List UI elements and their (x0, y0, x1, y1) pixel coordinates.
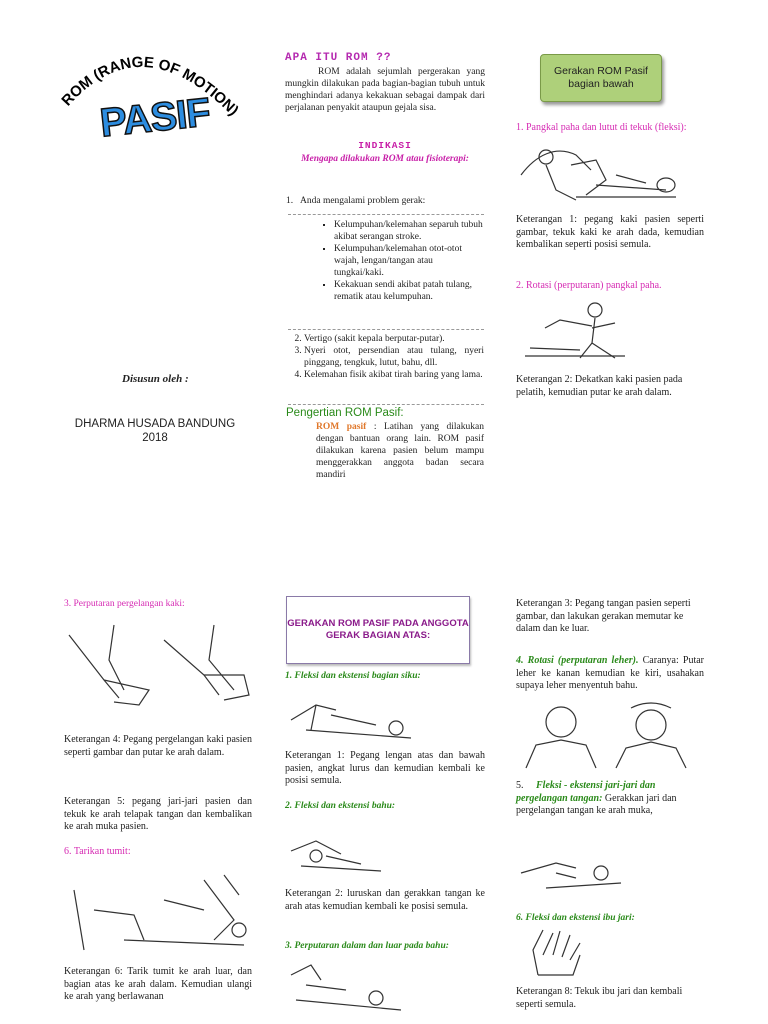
lower-body-box-title: Gerakan ROM Pasif bagian bawah (554, 65, 648, 90)
finger-flexion-num: 5. (516, 780, 524, 791)
shoulder-flexion-illustration (286, 826, 386, 881)
keterangan-8: Keterangan 8: Tekuk ibu jari dan kembali seperti semula. (516, 986, 683, 1010)
rom-pasif-term: ROM pasif (316, 422, 367, 432)
hip-rotation-illustration (520, 298, 630, 368)
elbow-desc: Keterangan 1: Pegang lengan atas dan bawah pasien, angkat lurus dan kemudian kembali ke posisi semula. (285, 750, 485, 786)
divider (288, 404, 484, 405)
shoulder-rotation-title: 3. Perputaran dalam dan luar pada bahu: (285, 941, 449, 951)
keterangan-5: Keterangan 5: pegang jari-jari pasien dan tekuk ke arah telapak tangan dan kembalikan ke arah muka pasien. (64, 796, 252, 832)
ankle-rotation-title: 3. Perputaran pergelangan kaki: (64, 599, 185, 609)
heel-pull-illustration (64, 870, 254, 960)
pengertian-text (316, 421, 484, 481)
neck-rotation-text: Caranya: Putar leher ke kanan kemudian ke kiri, usahakan supaya leher menyentuh bahu. (516, 655, 704, 691)
arc-title-text: ROM (RANGE OF MOTION) (58, 53, 242, 120)
step-2-title: 2. Rotasi (perputaran) pangkal paha. (516, 280, 662, 291)
shoulder-flexion-title: 2. Fleksi dan ekstensi bahu: (285, 801, 396, 811)
finger-flexion-block (516, 780, 704, 818)
finger-flexion-title: Fleksi - ekstensi jari-jari dan pergelangan tangan: (516, 780, 656, 804)
indikasi-item: 3. Nyeri otot, persendian atau tulang, nyeri pinggang, tengkuk, lutut, bahu, dll. (304, 345, 484, 369)
upper-body-box (286, 596, 470, 664)
keterangan-3-upper: Keterangan 3: Pegang tangan pasien seperti gambar, dan lakukan gerakan memutar ke dalam dan ke luar. (516, 598, 691, 634)
bullet-item: ▪ Kekakuan sendi akibat patah tulang, rematik atau kelumpuhan. (334, 279, 485, 303)
keterangan-4: Keterangan 4: Pegang pergelangan kaki pasien seperti gambar dan putar ke arah dalam. (64, 734, 252, 758)
elbow-flexion-title: 1. Fleksi dan ekstensi bagian siku: (285, 671, 421, 681)
thumb-flexion-title: 6. Fleksi dan ekstensi ibu jari: (516, 913, 635, 923)
pasif-title (97, 90, 220, 156)
indikasi-list-more (286, 333, 484, 381)
indikasi-item: 2. Vertigo (sakit kepala berputar-putar). (304, 333, 484, 345)
divider (288, 329, 484, 330)
author-block (60, 417, 250, 445)
elbow-flexion-illustration (286, 690, 416, 745)
author-year: 2018 (142, 432, 168, 444)
neck-rotation-illustration (516, 700, 696, 770)
heel-pull-title: 6. Tarikan tumit: (64, 846, 131, 857)
shoulder-rotation-illustration (286, 960, 406, 1015)
author-name: DHARMA HUSADA BANDUNG (74, 418, 236, 430)
finger-flexion-text: Gerakkan jari dan pergelangan tangan ke arah muka, (516, 792, 677, 816)
indikasi-item-1: 1. Anda mengalami problem gerak: (286, 196, 426, 206)
lower-body-box (540, 54, 662, 102)
hip-knee-flexion-illustration (516, 135, 686, 210)
bullet-list (320, 219, 485, 303)
author-label: Disusun oleh : (122, 373, 189, 385)
step-1-title: 1. Pangkal paha dan lutut di tekuk (fleksi): (516, 122, 687, 133)
step-2-desc: Keterangan 2: Dekatkan kaki pasien pada pelatih, kemudian putar ke arah dalam. (516, 374, 683, 398)
step-1-desc: Keterangan 1: pegang kaki pasien seperti gambar, tekuk kaki ke arah dada, kemudian kembalikan seperti posisi semula. (516, 214, 704, 250)
shoulder-desc: Keterangan 2: luruskan dan gerakkan tangan ke arah atas kemudian kembali ke posisi semula. (285, 888, 485, 912)
indikasi-subtitle: Mengapa dilakukan ROM atau fisioterapi: (301, 154, 469, 164)
pasif-title-text: PASIF (97, 90, 212, 146)
pengertian-title: Pengertian ROM Pasif: (286, 407, 404, 419)
bullet-item: ▪ Kelumpuhan/kelemahan separuh tubuh akibat serangan stroke. (334, 219, 485, 243)
indikasi-title: INDIKASI (358, 140, 412, 151)
keterangan-6: Keterangan 6: Tarik tumit ke arah luar, dan bagian atas ke arah dalam. Kemudian ulangi ke arah yang berlawanan (64, 966, 252, 1002)
indikasi-item: 4. Kelemahan fisik akibat tirah baring yang lama. (304, 369, 484, 381)
neck-rotation-block (516, 655, 704, 693)
indikasi-block (285, 140, 485, 165)
item-1-text: Anda mengalami problem gerak: (300, 196, 426, 206)
divider (288, 214, 484, 215)
ankle-rotation-illustration (64, 620, 264, 720)
pengertian-desc: : Latihan yang dilakukan dengan bantuan orang lain. ROM pasif dilakukan karena pasien belum mampu menggerakkan anggota badan secara mandiri (316, 422, 484, 480)
upper-body-box-title: GERAKAN ROM PASIF PADA ANGGOTA GERAK BAGIAN ATAS: (287, 618, 469, 641)
neck-rotation-title: 4. Rotasi (perputaran leher). (516, 655, 639, 666)
finger-flexion-illustration (516, 843, 626, 898)
what-is-rom-heading: APA ITU ROM ?? (285, 52, 392, 64)
thumb-flexion-illustration (528, 925, 588, 980)
bullet-item: ▪ Kelumpuhan/kelemahan otot-otot wajah, lengan/tangan atau tungkai/kaki. (334, 243, 485, 279)
rom-intro: ROM adalah sejumlah pergerakan yang mungkin dilakukan pada bagian-bagian tubuh untuk menghindari adanya kekakuan sebagai dampak dari perjalanan penyakit ataupun gejala sisa. (285, 67, 485, 113)
